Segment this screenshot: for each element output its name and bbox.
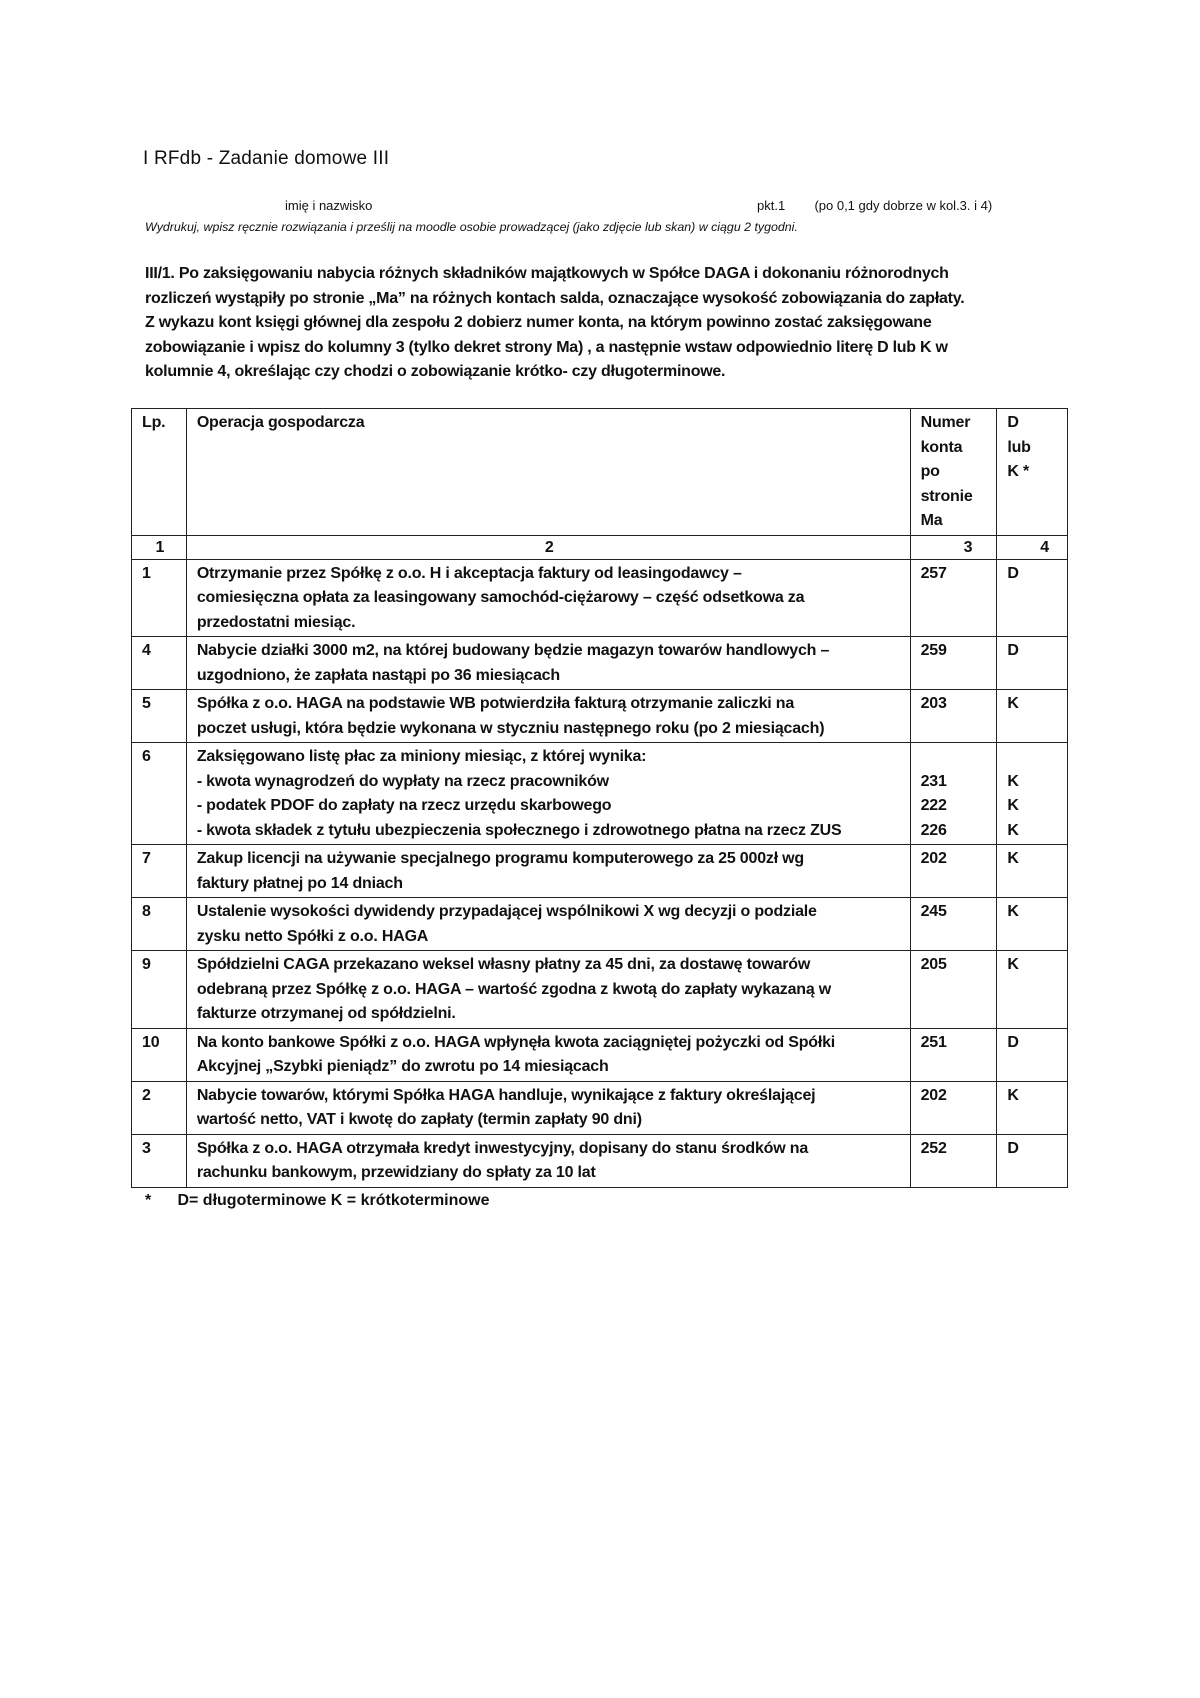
row-operation [186, 690, 910, 743]
row-lp: 3 [132, 1134, 187, 1187]
row-account [910, 1028, 997, 1081]
operations-table [131, 408, 1068, 1188]
account-number: 203 [920, 695, 947, 712]
row-dk [997, 1081, 1068, 1134]
account-number: 202 [920, 1086, 947, 1104]
footnote-star: * [145, 1192, 152, 1209]
row-operation [186, 1134, 910, 1187]
header-account [910, 409, 997, 536]
column-number: 3 [910, 535, 997, 559]
dk-letter: D [1007, 1033, 1019, 1051]
table-header-row [132, 409, 1068, 536]
account-number [921, 745, 989, 770]
row-account [910, 743, 997, 845]
column-number-row [132, 535, 1068, 559]
row-operation [186, 951, 910, 1029]
header-account-line: po [920, 463, 940, 480]
operation-line: Spółka z o.o. HAGA otrzymała kredyt inwestycyjny, dopisany do stanu środków na [196, 1139, 809, 1157]
dk-letter: K [1007, 695, 1019, 712]
table-row [132, 559, 1068, 637]
task-line: Z wykazu kont księgi głównej dla zespołu 2 dobierz numer konta, na którym powinno zostać zaksięgowane [145, 314, 932, 331]
operation-line: Akcyjnej „Szybki pieniądz” do zwrotu po 14 miesiącach [196, 1058, 609, 1075]
table-row [132, 1134, 1068, 1187]
column-number: 1 [132, 535, 187, 559]
account-number: 226 [920, 821, 947, 839]
account-number: 222 [920, 797, 947, 814]
dk-letter: K [1007, 956, 1019, 973]
row-dk [997, 637, 1068, 690]
account-number: 245 [920, 903, 947, 920]
footnote-text: D= długoterminowe K = krótkoterminowe [177, 1192, 490, 1209]
row-account [910, 637, 997, 690]
instructions: Wydrukuj, wpisz ręcznie rozwiązania i prześlij na moodle osobie prowadzącej (jako zdjęcie lub skan) w ciągu 2 tygodni. [145, 220, 798, 234]
operation-line: Nabycie towarów, którymi Spółka HAGA handluje, wynikające z faktury określającej [196, 1086, 816, 1104]
dk-letter [1007, 745, 1059, 770]
footnote [145, 1192, 490, 1210]
header-dk-line: D [1007, 414, 1019, 431]
row-operation [186, 637, 910, 690]
header-dk [997, 409, 1068, 536]
table-row [132, 690, 1068, 743]
operation-line: Spółka z o.o. HAGA na podstawie WB potwierdziła fakturą otrzymanie zaliczki na [196, 695, 795, 712]
dk-letter: K [1007, 850, 1019, 867]
row-operation [186, 898, 910, 951]
account-number: 231 [920, 772, 947, 790]
table-row [132, 1081, 1068, 1134]
operation-line: fakturze otrzymanej od spółdzielni. [196, 1005, 456, 1022]
dk-letter: D [1007, 642, 1019, 659]
dk-letter: K [1007, 903, 1019, 920]
row-dk [997, 690, 1068, 743]
dk-letter: D [1007, 564, 1019, 582]
task-line: III/1. Po zaksięgowaniu nabycia różnych składników majątkowych w Spółce DAGA i dokonaniu różnorodnych [145, 265, 949, 282]
header-account-line: stronie [920, 487, 973, 505]
operation-line: Zaksięgowano listę płac za miniony miesiąc, z której wynika: [196, 748, 647, 765]
row-operation [186, 1028, 910, 1081]
operation-line: Zakup licencji na używanie specjalnego programu komputerowego za 25 000zł wg [196, 850, 805, 867]
operation-line: przedostatni miesiąc. [196, 613, 356, 631]
operation-line: Ustalenie wysokości dywidendy przypadającej wspólnikowi X wg decyzji o podziale [196, 903, 817, 920]
account-number: 259 [920, 642, 947, 659]
operation-line: zysku netto Spółki z o.o. HAGA [196, 927, 429, 945]
row-account [910, 690, 997, 743]
operation-line: wartość netto, VAT i kwotę do zapłaty (termin zapłaty 90 dni) [196, 1111, 642, 1128]
row-operation [186, 845, 910, 898]
operation-line: odebraną przez Spółkę z o.o. HAGA – wartość zgodna z kwotą do zapłaty wykazaną w [196, 980, 832, 998]
operation-line: Nabycie działki 3000 m2, na której budowany będzie magazyn towarów handlowych – [196, 642, 830, 659]
header-account-line: konta [920, 438, 963, 456]
account-number: 252 [920, 1139, 947, 1157]
row-operation [186, 559, 910, 637]
row-dk [997, 951, 1068, 1029]
row-account [910, 559, 997, 637]
row-dk [997, 1028, 1068, 1081]
column-number: 4 [997, 535, 1068, 559]
table-row [132, 1028, 1068, 1081]
table-row [132, 637, 1068, 690]
name-label: imię i nazwisko [285, 198, 373, 213]
task-line: rozliczeń wystąpiły po stronie „Ma” na różnych kontach salda, oznaczające wysokość zobowiązania do zapłaty. [145, 289, 965, 307]
operation-line: poczet usługi, która będzie wykonana w styczniu następnego roku (po 2 miesiącach) [196, 719, 825, 737]
task-description [145, 262, 1075, 385]
dk-letter: K [1007, 772, 1019, 790]
points-info [757, 198, 992, 213]
row-dk [997, 743, 1068, 845]
row-operation [186, 743, 910, 845]
operation-line: faktury płatnej po 14 dniach [196, 874, 403, 892]
row-dk [997, 898, 1068, 951]
row-lp: 5 [132, 690, 187, 743]
account-number: 257 [920, 564, 947, 582]
header-lp: Lp. [132, 409, 187, 536]
row-lp: 2 [132, 1081, 187, 1134]
dk-letter: K [1007, 1086, 1019, 1104]
table-row [132, 743, 1068, 845]
header-account-line: Numer [920, 414, 971, 431]
dk-letter: D [1007, 1139, 1019, 1157]
row-dk [997, 1134, 1068, 1187]
table-row [132, 845, 1068, 898]
row-lp: 10 [132, 1028, 187, 1081]
task-line: zobowiązanie i wpisz do kolumny 3 (tylko dekret strony Ma) , a następnie wstaw odpowiednio literę D lub K w [145, 338, 948, 356]
row-lp: 6 [132, 743, 187, 845]
page-title: I RFdb - Zadanie domowe III [143, 148, 390, 169]
row-account [910, 898, 997, 951]
table-row [132, 898, 1068, 951]
row-account [910, 1134, 997, 1187]
header-operation: Operacja gospodarcza [186, 409, 910, 536]
operation-line: - kwota wynagrodzeń do wypłaty na rzecz pracowników [196, 772, 609, 790]
account-number: 202 [920, 850, 947, 867]
operation-line: Spółdzielni CAGA przekazano weksel własny płatny za 45 dni, za dostawę towarów [196, 956, 811, 973]
operation-line: - podatek PDOF do zapłaty na rzecz urzędu skarbowego [196, 797, 612, 814]
column-number: 2 [186, 535, 910, 559]
operation-line: rachunku bankowym, przewidziany do spłaty za 10 lat [196, 1164, 596, 1181]
row-account [910, 951, 997, 1029]
row-lp: 8 [132, 898, 187, 951]
dk-letter: K [1007, 821, 1019, 839]
header-dk-line: lub [1007, 438, 1031, 456]
account-number: 205 [920, 956, 947, 973]
account-number: 251 [920, 1033, 947, 1051]
operation-line: Otrzymanie przez Spółkę z o.o. H i akceptacja faktury od leasingodawcy – [196, 564, 742, 582]
operation-line: comiesięczna opłata za leasingowany samochód-ciężarowy – część odsetkowa za [196, 589, 805, 606]
row-lp: 9 [132, 951, 187, 1029]
row-account [910, 1081, 997, 1134]
row-lp: 4 [132, 637, 187, 690]
points-label: pkt.1 [757, 198, 786, 213]
operation-line: - kwota składek z tytułu ubezpieczenia społecznego i zdrowotnego płatna na rzecz ZUS [196, 821, 842, 839]
row-dk [997, 559, 1068, 637]
header-account-line: Ma [920, 512, 943, 529]
header-dk-line: K * [1007, 463, 1029, 480]
dk-letter: K [1007, 797, 1019, 814]
row-lp: 1 [132, 559, 187, 637]
operation-line: uzgodniono, że zapłata nastąpi po 36 miesiącach [196, 666, 560, 684]
operation-line: Na konto bankowe Spółki z o.o. HAGA wpłynęła kwota zaciągniętej pożyczki od Spółki [196, 1033, 836, 1051]
row-account [910, 845, 997, 898]
row-lp: 7 [132, 845, 187, 898]
row-dk [997, 845, 1068, 898]
points-note: (po 0,1 gdy dobrze w kol.3. i 4) [814, 198, 993, 213]
table-row [132, 951, 1068, 1029]
row-operation [186, 1081, 910, 1134]
task-line: kolumnie 4, określając czy chodzi o zobowiązanie krótko- czy długoterminowe. [145, 363, 726, 380]
